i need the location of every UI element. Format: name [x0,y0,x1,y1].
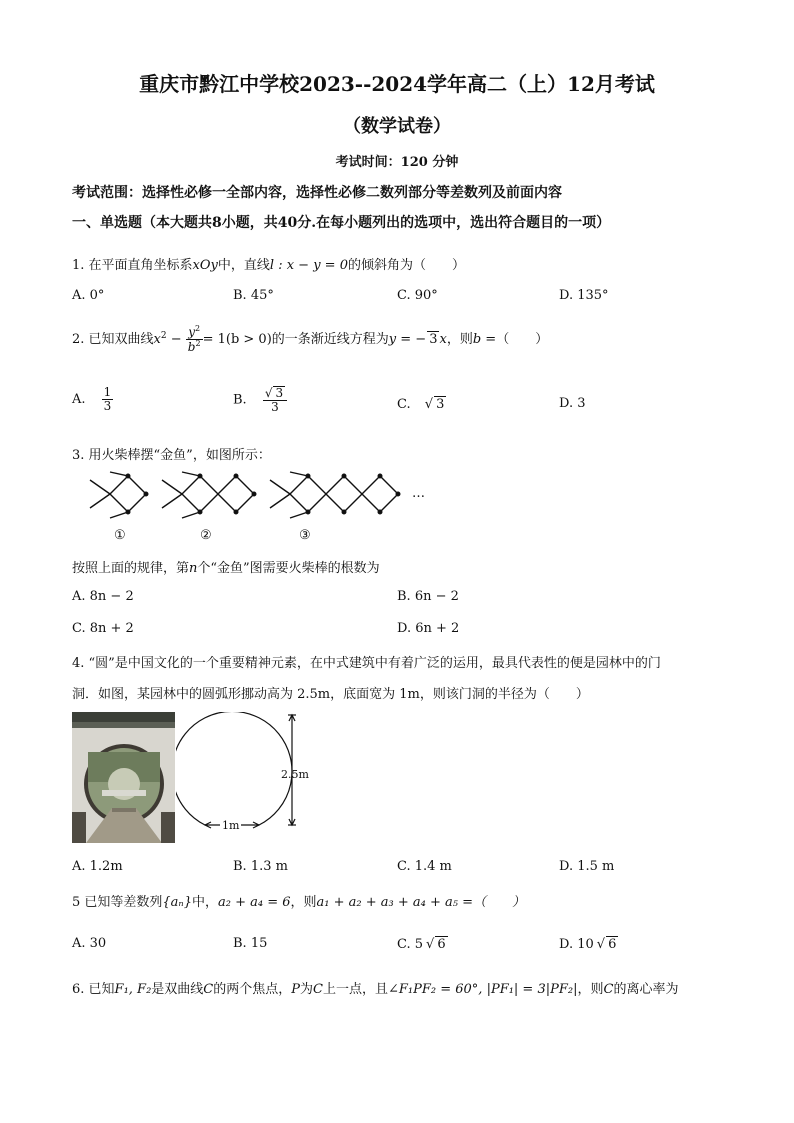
q4-option-b[interactable]: B. 1.3 m [233,859,288,874]
q1-option-b[interactable]: B. 45° [233,288,274,303]
q4-option-a[interactable]: A. 1.2m [72,859,123,874]
question-4-line-2: 洞．如图，某园林中的圆弧形挪动高为 2.5m，底面宽为 1m，则该门洞的半径为（ ） [72,687,589,702]
goldfish-2 [162,472,256,518]
q3-option-b[interactable]: B. 6n − 2 [397,589,459,604]
q2-option-a[interactable]: A. $\frac{1}{3}$ [72,385,112,414]
goldfish-1 [90,472,148,518]
question-6-stem: 6. 已知F₁, F₂是双曲线C的两个焦点，P为C上一点，且∠F₁PF₂ = 60°, |PF₁| = 3|PF₂|，则C的离心率为 [72,982,679,997]
figure-label-3: ③ [299,528,311,543]
line-equation: l : x − y = 0 [269,258,348,273]
q3-option-c[interactable]: C. 8n + 2 [72,621,134,636]
exam-subtitle: （数学试卷） [343,116,451,137]
question-1-stem: 1. 在平面直角坐标系xOy中，直线l : x − y = 0的倾斜角为（ ） [72,258,465,273]
width-label: 1m [222,819,240,832]
moon-gate-photo [72,712,175,843]
exam-scope: 考试范围：选择性必修一全部内容，选择性必修二数列部分等差数列及前面内容 [72,185,562,201]
q2-option-c[interactable]: C. √ 3 [397,397,445,412]
figure-label-2: ② [200,528,212,543]
goldfish-3 [270,472,400,518]
q1-option-a[interactable]: A. 0° [72,288,105,303]
question-4-line-1: 4. “圆”是中国文化的一个重要精神元素，在中式建筑中有着广泛的运用，最具代表性的便是园林中的门 [72,656,661,671]
q4-option-d[interactable]: D. 1.5 m [559,859,615,874]
question-3-rule: 按照上面的规律，第n个“金鱼”图需要火柴棒的根数为 [72,561,380,576]
q2-option-b[interactable]: B. $\frac{√ 3}{3}$ [233,386,287,414]
exam-title: 重庆市黔江中学校2023--2024学年高二（上）12月考试 [139,72,655,96]
figure-ellipsis: … [412,486,425,501]
q3-option-a[interactable]: A. 8n − 2 [72,589,134,604]
figure-label-1: ① [114,528,126,543]
q5-option-d[interactable]: D. 10 √ 6 [559,937,617,952]
height-label: 2.5m [281,768,309,781]
q1-option-d[interactable]: D. 135° [559,288,609,303]
q5-option-b[interactable]: B. 15 [233,936,268,951]
q5-option-a[interactable]: A. 30 [72,936,107,951]
exam-time: 考试时间：120 分钟 [335,155,459,170]
q3-option-d[interactable]: D. 6n + 2 [397,621,460,636]
q4-option-c[interactable]: C. 1.4 m [397,859,452,874]
question-2-stem: 2. 已知双曲线$x^2$ − $\frac{y^2}{b^2}$ = 1(b > 0)的一条渐近线方程为y = − 3 x，则b =（ ） [72,324,549,355]
q2-option-d[interactable]: D. 3 [559,396,586,411]
question-5-stem: 5 已知等差数列{aₙ}中，a₂ + a₄ = 6，则a₁ + a₂ + a₃ + a₄ + a₅ =（ ） [72,895,525,910]
q5-option-c[interactable]: C. 5 √ 6 [397,937,446,952]
q1-option-c[interactable]: C. 90° [397,288,438,303]
goldfish-matchstick-figure [88,466,438,524]
question-3-stem: 3. 用火柴棒摆“金鱼”，如图所示： [72,448,271,463]
section-heading: 一、单选题（本大题共8小题，共40分.在每小题列出的选项中，选出符合题目的一项） [72,215,611,231]
